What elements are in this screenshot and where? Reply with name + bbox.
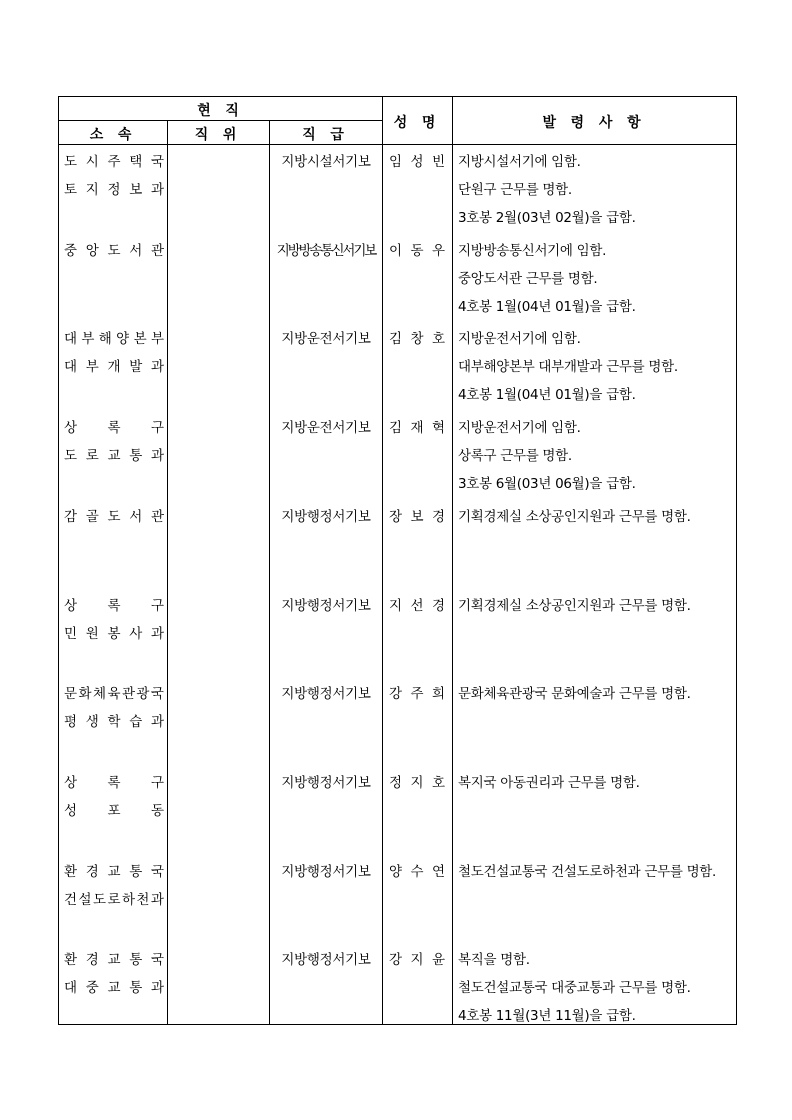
name-cell: 이 동 우 <box>389 242 445 259</box>
header-subdivider <box>59 120 382 121</box>
order-line: 지방시설서기에 임함. <box>458 154 581 170</box>
orders-cell <box>458 680 736 708</box>
dept-cell <box>64 680 164 736</box>
dept-line: 상 록 구 <box>64 597 164 614</box>
dept-line: 도 로 교 통 과 <box>64 448 164 465</box>
dept-line: 도 시 주 택 국 <box>64 154 164 170</box>
order-line: 4호봉 1월(04년 01월)을 급함. <box>458 387 636 404</box>
header-bottom-line <box>59 144 736 145</box>
order-line: 3호봉 6월(03년 06월)을 급함. <box>458 476 636 493</box>
dept-cell <box>64 769 164 825</box>
header-position: 직 위 <box>194 127 242 143</box>
header-current-position: 현 직 <box>197 103 244 119</box>
dept-line: 건 설 도 로 하 천 과 <box>64 891 164 908</box>
orders-cell <box>458 237 736 321</box>
grade-cell: 지방행정서기보 <box>281 952 371 969</box>
table-row <box>59 680 736 766</box>
table-row <box>59 148 736 234</box>
dept-line: 평 생 학 습 과 <box>64 714 164 731</box>
orders-cell <box>458 592 736 620</box>
grade-cell: 지방행정서기보 <box>281 863 371 880</box>
table-row <box>59 946 736 1032</box>
header-name: 성 명 <box>393 115 441 131</box>
order-line: 문화체육관광국 문화예술과 근무를 명함. <box>458 686 691 703</box>
name-cell: 임 성 빈 <box>389 154 445 170</box>
order-line: 4호봉 11월(3년 11월)을 급함. <box>458 1008 636 1025</box>
dept-line: 대 부 해 양 본 부 <box>64 331 164 348</box>
orders-cell <box>458 325 736 409</box>
table-row <box>59 592 736 678</box>
orders-cell <box>458 503 736 531</box>
order-line: 지방방송통신서기에 임함. <box>458 242 607 259</box>
order-line: 복지국 아동권리과 근무를 명함. <box>458 774 640 791</box>
dept-cell <box>64 946 164 1002</box>
orders-cell <box>458 769 736 797</box>
dept-line: 성 포 동 <box>64 802 164 819</box>
orders-cell <box>458 414 736 498</box>
dept-line: 상 록 구 <box>64 420 164 437</box>
dept-line: 대 중 교 통 과 <box>64 980 164 997</box>
table-row <box>59 237 736 323</box>
dept-line: 상 록 구 <box>64 774 164 791</box>
table-row <box>59 325 736 411</box>
order-line: 상록구 근무를 명함. <box>458 448 572 465</box>
table-row <box>59 858 736 944</box>
dept-cell <box>64 148 164 204</box>
orders-cell <box>458 148 736 232</box>
order-line: 기획경제실 소상공인지원과 근무를 명함. <box>458 508 691 525</box>
header-orders: 발 령 사 항 <box>542 115 646 131</box>
orders-cell <box>458 858 736 886</box>
name-cell: 지 선 경 <box>389 597 445 614</box>
grade-cell: 지방행정서기보 <box>281 508 371 525</box>
order-line: 복직을 명함. <box>458 952 530 969</box>
header-dept: 소 속 <box>89 127 137 143</box>
order-line: 4호봉 1월(04년 01월)을 급함. <box>458 298 636 315</box>
dept-cell <box>64 503 164 531</box>
order-line: 기획경제실 소상공인지원과 근무를 명함. <box>458 597 691 614</box>
order-line: 대부해양본부 대부개발과 근무를 명함. <box>458 359 678 376</box>
grade-cell: 지방행정서기보 <box>281 597 371 614</box>
dept-line: 중 앙 도 서 관 <box>64 242 164 259</box>
dept-line: 환 경 교 통 국 <box>64 863 164 880</box>
dept-line: 대 부 개 발 과 <box>64 359 164 376</box>
grade-cell: 지방운전서기보 <box>281 420 371 437</box>
order-line: 철도건설교통국 건설도로하천과 근무를 명함. <box>458 863 717 880</box>
grade-cell: 지방시설서기보 <box>281 154 371 170</box>
header-grade: 직 급 <box>302 127 349 143</box>
name-cell: 김 재 혁 <box>389 420 445 437</box>
order-line: 중앙도서관 근무를 명함. <box>458 270 598 287</box>
name-cell: 장 보 경 <box>389 508 445 525</box>
order-line: 3호봉 2월(03년 02월)을 급함. <box>458 210 636 226</box>
table-row <box>59 769 736 855</box>
order-line: 단원구 근무를 명함. <box>458 182 572 198</box>
grade-cell: 지방행정서기보 <box>281 774 371 791</box>
name-cell: 정 지 호 <box>389 774 445 791</box>
dept-line: 문 화 체 육 관 광 국 <box>64 686 164 703</box>
orders-cell <box>458 946 736 1030</box>
order-line: 철도건설교통국 대중교통과 근무를 명함. <box>458 980 691 997</box>
dept-cell <box>64 325 164 381</box>
table-row <box>59 414 736 500</box>
dept-cell <box>64 858 164 914</box>
appointment-table <box>58 96 737 1025</box>
name-cell: 양 수 연 <box>389 863 445 880</box>
name-cell: 강 지 윤 <box>389 952 445 969</box>
grade-cell: 지방행정서기보 <box>281 686 371 703</box>
dept-cell <box>64 237 164 265</box>
dept-line: 감 골 도 서 관 <box>64 508 164 525</box>
dept-line: 환 경 교 통 국 <box>64 952 164 969</box>
order-line: 지방운전서기에 임함. <box>458 420 581 437</box>
order-line: 지방운전서기에 임함. <box>458 331 581 348</box>
dept-cell <box>64 414 164 470</box>
dept-cell <box>64 592 164 648</box>
name-cell: 김 창 호 <box>389 331 445 348</box>
table-row <box>59 503 736 589</box>
name-cell: 강 주 희 <box>389 686 445 703</box>
dept-line: 민 원 봉 사 과 <box>64 625 164 642</box>
grade-cell: 지방방송통신서기보 <box>276 242 376 259</box>
dept-line: 토 지 정 보 과 <box>64 182 164 198</box>
grade-cell: 지방운전서기보 <box>281 331 371 348</box>
